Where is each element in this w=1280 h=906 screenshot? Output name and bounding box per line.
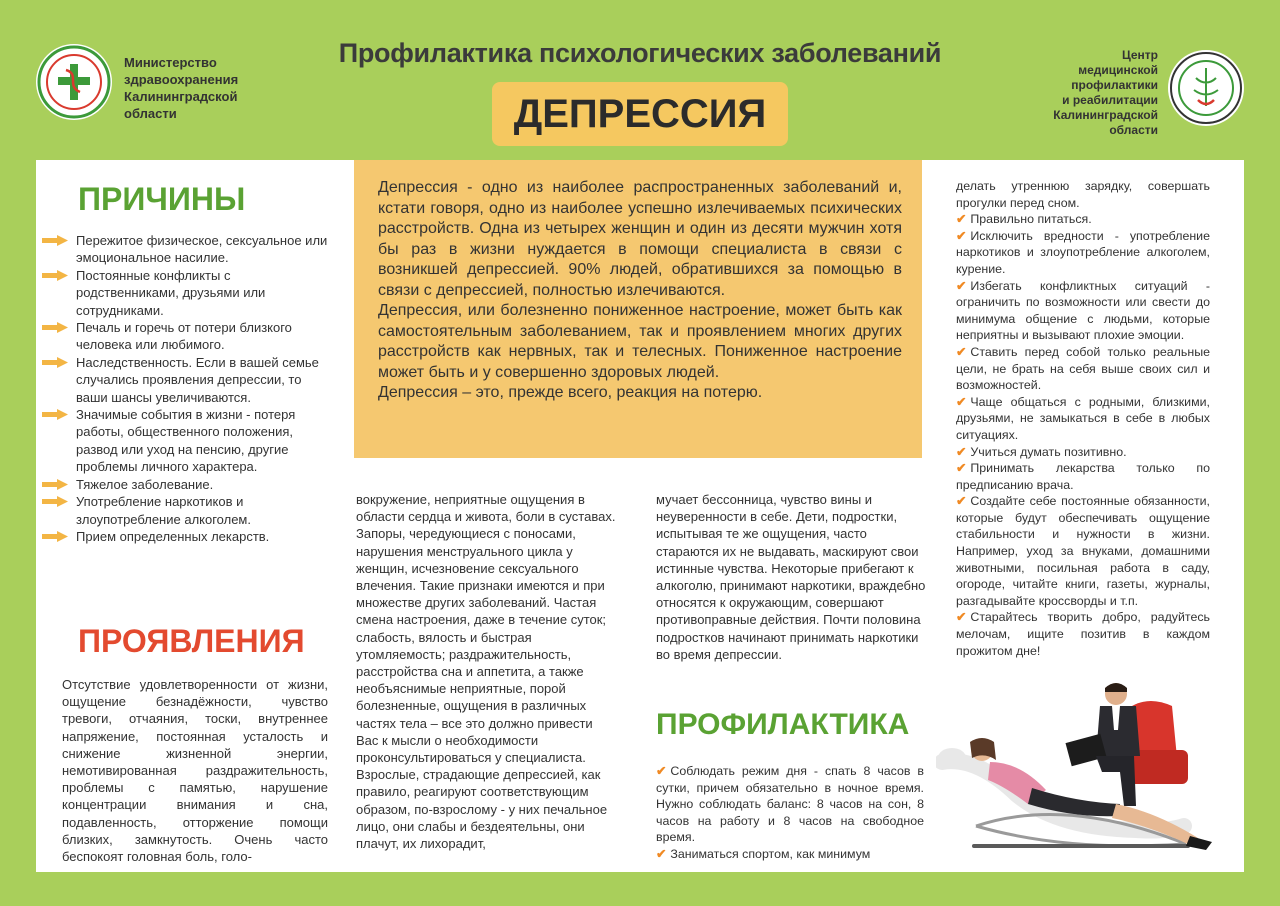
prevention-heading: ПРОФИЛАКТИКА: [656, 708, 910, 741]
topic-badge: ДЕПРЕССИЯ: [492, 82, 788, 146]
check-icon: ✔: [956, 212, 967, 227]
intro-paragraph: Депрессия, или болезненно пониженное настроение, может быть как самостоятельным заболеванием, так и проявлением многих других расстройств как нервных, так и телесных. Пониженное настроение может быть и у совершенно здоровых людей.: [378, 302, 902, 381]
check-icon: ✔: [956, 610, 967, 625]
page-title: Профилактика психологических заболеваний: [338, 38, 942, 68]
check-icon: ✔: [956, 228, 967, 243]
center-name-line: Калининградской: [1053, 108, 1158, 122]
arrow-icon: [42, 357, 68, 368]
prevention-item: [956, 344, 1210, 394]
cause-text: Тяжелое заболевание.: [76, 476, 214, 492]
arrow-icon: [42, 235, 68, 246]
arrow-icon: [42, 322, 68, 333]
check-icon: ✔: [956, 494, 967, 509]
cause-item: [42, 319, 332, 354]
manifestations-text-col2: вокружение, неприятные ощущения в области сердца и живота, боли в суставах. Запоры, чередующиеся с поносами, нарушения менструального цикла у женщин, исчезновение сексуального влечения. Такие признаки имеются и при множестве других заболеваний. Частая смена настроения, даже в течение суток; слабость, вялость и быстрая утомляемость; раздражительность, расстройства сна и аппетита, а также необъяснимые неприятные, порой болезненные, ощущения в различных частях тела – все это должно привести Вас к мысли о необходимости проконсультироваться у специалиста. Взрослые, страдающие депрессией, как правило, реагируют соответствующим образом, по-взрослому - у них печальное лицо, они слабы и бездеятельны, они плачут, их лихорадит,: [356, 492, 616, 852]
prevention-item: [956, 493, 1210, 609]
cause-item: [42, 476, 332, 493]
check-icon: ✔: [656, 764, 667, 778]
check-icon: ✔: [956, 461, 967, 476]
manifestations-text-col3: мучает бессонница, чувство вины и неуверенности в себе. Дети, подростки, испытывая те же ощущения, часто стараются их не выдавать, маскируют свои истинные чувства. Некоторые прибегают к алкоголю, принимают наркотики, враждебно относятся к окружающим, совершают противоправные действия. Почти половина подростков начинают принимать наркотики во время депрессии.: [656, 492, 926, 662]
causes-list: [42, 232, 332, 545]
prevention-item: [956, 278, 1210, 344]
causes-heading: ПРИЧИНЫ: [78, 181, 246, 217]
cause-item: [42, 354, 332, 406]
prevention-text: Ставить перед собой только реальные цели, не брать на себя выше своих сил и возможностей.: [956, 344, 1210, 393]
prevention-text: Создайте себе постоянные обязанности, которые будут обеспечивать ощущение стабильности и нужности в жизни. Например, уход за внуками, домашними животными, посильная работа в саду, огороде, читайте книги, газеты, журналы, разгадывайте кроссворды и т.п.: [956, 494, 1210, 608]
prevention-text: Принимать лекарства только по предписанию врача.: [956, 461, 1210, 492]
check-icon: ✔: [956, 444, 967, 459]
manifestations-text: Отсутствие удовлетворенности от жизни, ощущение безнадёжности, чувство тревоги, отчаяния, тоски, внутреннее напряжение, постоянная усталость и снижение жизненной энергии, немотивированная раздражительность, проблемы с памятью, нарушение концентрации внимания и сна, подавленность, отторжение помощи близких, замкнутость. Очень часто беспокоят головная боль, голо-: [62, 677, 328, 865]
check-icon: ✔: [956, 394, 967, 409]
center-name-line: области: [1109, 123, 1158, 137]
cause-text: Постоянные конфликты с родственниками, друзьями или сотрудниками.: [76, 267, 266, 318]
cause-item: [42, 267, 332, 319]
center-name-line: медицинской: [1078, 63, 1158, 77]
center-name-line: Центр: [1121, 48, 1158, 62]
prevention-item: [956, 444, 1210, 461]
prevention-list-continued: [956, 178, 1210, 659]
prevention-text: Учиться думать позитивно.: [970, 444, 1127, 459]
cause-text: Употребление наркотиков и злоупотребление алкоголем.: [76, 494, 251, 527]
prevention-text: Правильно питаться.: [970, 212, 1092, 227]
prevention-text: Избегать конфликтных ситуаций - ограничить по возможности или свести до минимума общение с людьми, которые неприятны и вызывают плохие эмоции.: [956, 278, 1210, 343]
prevention-item: [956, 228, 1210, 278]
intro-box: [354, 160, 922, 458]
prevention-item: [956, 394, 1210, 444]
cause-text: Печаль и горечь от потери близкого человека или любимого.: [76, 320, 292, 353]
arrow-icon: [42, 409, 68, 420]
manifestations-heading: ПРОЯВЛЕНИЯ: [78, 623, 305, 659]
arrow-icon: [42, 496, 68, 507]
arrow-icon: [42, 479, 68, 490]
prevention-text: Заниматься спортом, как минимум: [670, 846, 871, 861]
ministry-name-line: здравоохранения: [124, 72, 239, 87]
arrow-icon: [42, 270, 68, 281]
prevention-item: [656, 763, 924, 846]
intro-paragraph: Депрессия - одно из наиболее распространенных заболеваний и, кстати говоря, одно из наиболее успешно излечиваемых психических расстройств. Одна из четырех женщин и один из десяти мужчин хотя бы раз в жизни нуждается в помощи специалиста в связи с возникшей депрессией. 90% людей, обратившихся за помощью в связи с депрессией, полностью излечиваются.: [378, 179, 902, 299]
prevention-item: [956, 609, 1210, 659]
prevention-list: [656, 763, 924, 863]
cause-text: Значимые события в жизни - потеря работы, общественного положения, развод или уход на пенсию, другие проблемы личного характера.: [76, 407, 296, 475]
prevention-item: [956, 460, 1210, 493]
cause-text: Наследственность. Если в вашей семье случались проявления депрессии, то ваши шансы увеличиваются.: [76, 354, 319, 405]
prevention-text: Старайтесь творить добро, радуйтесь мелочам, ищите позитив в каждом прожитом дне!: [956, 610, 1210, 658]
prevention-continuation: делать утреннюю зарядку, совершать прогулки перед сном.: [956, 179, 1210, 210]
center-name-line: и реабилитации: [1062, 93, 1158, 107]
center-name-line: профилактики: [1071, 78, 1158, 92]
cause-item: [42, 528, 332, 545]
ministry-name-line: области: [124, 106, 177, 121]
ministry-name-line: Министерство: [124, 55, 217, 70]
cause-item: [42, 406, 332, 476]
check-icon: ✔: [956, 278, 967, 293]
cause-item: [42, 493, 332, 528]
arrow-icon: [42, 531, 68, 542]
cause-item: [42, 232, 332, 267]
prevention-item: [956, 211, 1210, 228]
prevention-item: [656, 846, 924, 863]
therapy-session-illustration: [936, 676, 1244, 872]
check-icon: ✔: [656, 846, 667, 861]
intro-paragraph: Депрессия – это, прежде всего, реакция на потерю.: [378, 384, 763, 401]
prevention-text: Исключить вредности - употребление наркотиков и злоупотребление алкоголем, курение.: [956, 228, 1210, 276]
cause-text: Прием определенных лекарств.: [76, 528, 270, 544]
prevention-text: Чаще общаться с родными, близкими, друзьями, не замыкаться в себе в любых ситуациях.: [956, 394, 1210, 442]
prevention-text: Соблюдать режим дня - спать 8 часов в сутки, причем обязательно в ночное время. Нужно соблюдать баланс: 8 часов на сон, 8 часов на работу и 8 часов на свободное время.: [656, 764, 924, 845]
check-icon: ✔: [956, 344, 967, 359]
ministry-name-line: Калининградской: [124, 89, 238, 104]
cause-text: Пережитое физическое, сексуальное или эмоциональное насилие.: [76, 233, 328, 266]
